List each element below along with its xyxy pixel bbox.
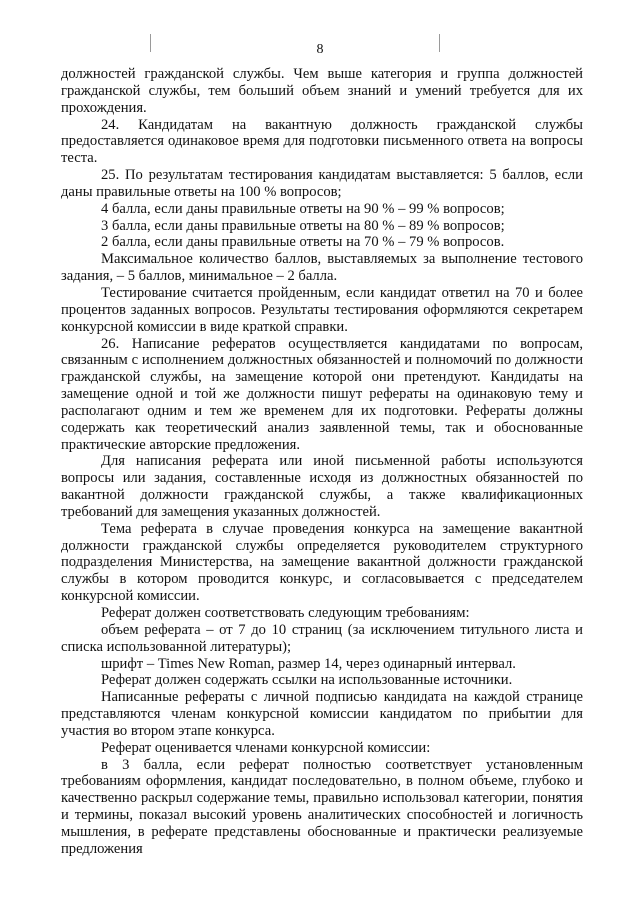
paragraph-max-score: Максимальное количество баллов, выставляемых за выполнение тестового задания, – 5 баллов, минимальное – 2 балла.	[61, 251, 583, 285]
paragraph-evaluation-3-points: в 3 балла, если реферат полностью соответствует установленным требованиям оформления, кандидат последовательно, в полном объеме, глубоко и качественно раскрыл содержание темы, правильно использовал категории, понятия и термины, показал высокий уровень аналитических способностей и логичность мышления, в реферате представлены обоснованные и практически реализуемые предложения	[61, 756, 583, 857]
paragraph-score-2: 2 балла, если даны правильные ответы на 70 % – 79 % вопросов.	[101, 234, 505, 251]
paragraph-score-3: 3 балла, если даны правильные ответы на 80 % – 89 % вопросов;	[101, 217, 505, 234]
paragraph-essay-questions: Для написания реферата или иной письменной работы используются вопросы или задания, составленные исходя из должностных обязанностей по вакантной должности гражданской службы, а также квалификационных требований для замещения указанных должностей.	[61, 453, 583, 520]
paragraph-requirement-references: Реферат должен содержать ссылки на использованные источники.	[101, 672, 513, 689]
paragraph-requirement-font: шрифт – Times New Roman, размер 14, через одинарный интервал.	[101, 655, 516, 672]
paragraph-continuation: должностей гражданской службы. Чем выше категория и группа должностей гражданской службы, тем больший объем знаний и умений требуется для их прохождения.	[61, 66, 583, 116]
paragraph-item-25: 25. По результатам тестирования кандидатам выставляется: 5 баллов, если даны правильные ответы на 100 % вопросов;	[61, 167, 583, 200]
paragraph-essay-topic: Тема реферата в случае проведения конкурса на замещение вакантной должности гражданской службы определяется руководителем структурного подразделения Министерства, на замещение вакантной должности гражданской службы в котором проводится конкурс, и согласовывается с председателем конкурсной комиссии.	[61, 520, 583, 605]
paragraph-submission: Написанные рефераты с личной подписью кандидата на каждой странице представляются членам конкурсной комиссии кандидатом по прибытии для участия во втором этапе конкурса.	[61, 689, 583, 739]
paragraph-item-26: 26. Написание рефератов осуществляется кандидатами по вопросам, связанным с исполнением должностных обязанностей и полномочий по должности гражданской службы, на замещение которой они претендуют. Кандидаты на замещение одной и той же должности пишут рефераты на одинаковую тему и располагают одним и тем же временем для их подготовки. Рефераты должны содержать как теоретический анализ заявленной темы, так и обоснованные практические авторские предложения.	[61, 335, 583, 453]
paragraph-score-4: 4 балла, если даны правильные ответы на 90 % – 99 % вопросов;	[101, 200, 505, 217]
page-number: 8	[316, 42, 324, 57]
paragraph-evaluation-intro: Реферат оценивается членами конкурсной комиссии:	[101, 739, 431, 756]
document-body	[61, 66, 583, 858]
paragraph-item-24: 24. Кандидатам на вакантную должность гражданской службы предоставляется одинаковое время для подготовки письменного ответа на вопросы теста.	[61, 116, 583, 167]
paragraph-test-passed: Тестирование считается пройденным, если кандидат ответил на 70 и более процентов заданных вопросов. Результаты тестирования оформляются секретарем конкурсной комиссии в виде краткой справки.	[61, 284, 583, 335]
paragraph-requirements-intro: Реферат должен соответствовать следующим требованиям:	[101, 605, 470, 621]
paragraph-requirement-volume: объем реферата – от 7 до 10 страниц (за исключением титульного листа и списка использованной литературы);	[61, 621, 583, 655]
